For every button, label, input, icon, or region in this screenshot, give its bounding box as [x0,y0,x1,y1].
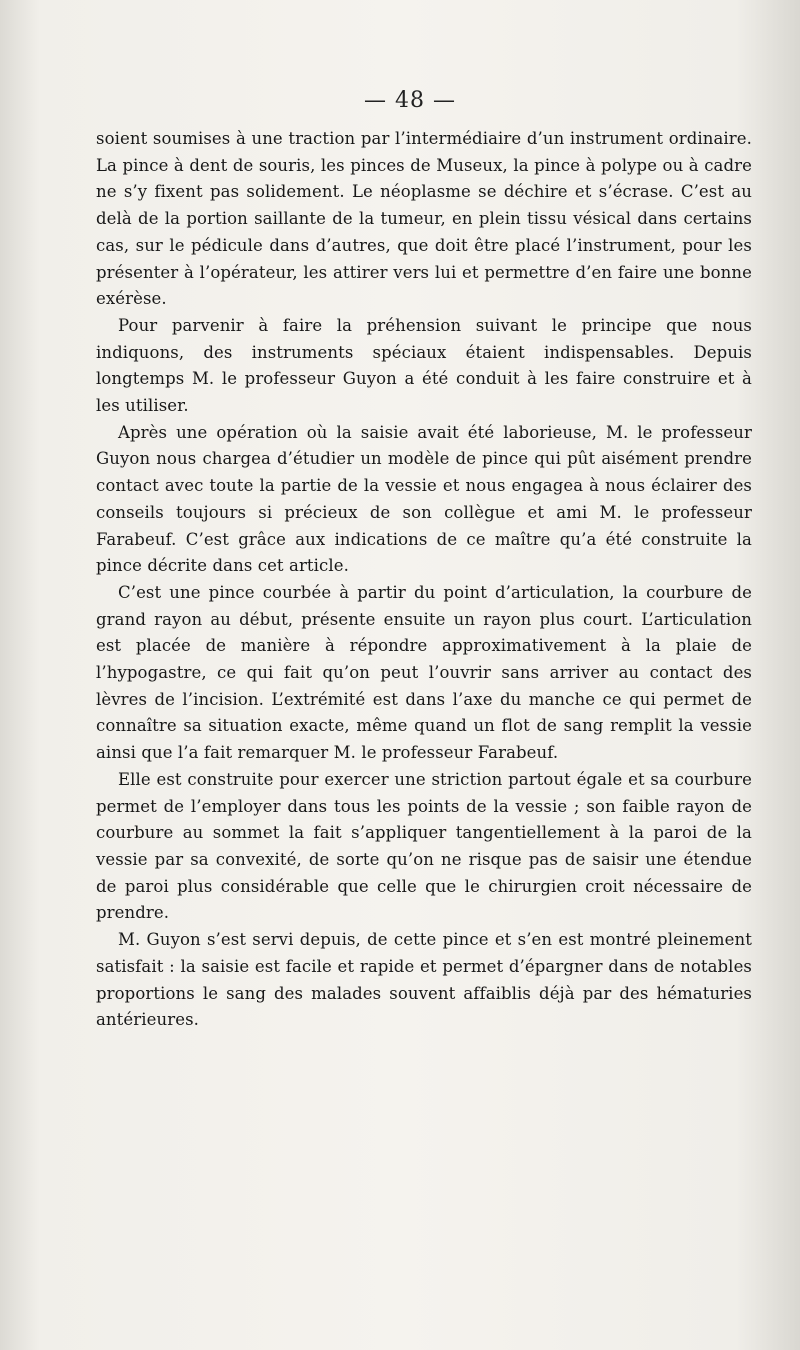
paragraph-2: Pour parvenir à faire la préhension suivant le principe que nous indiquons, des instruments spéciaux étaient indispensables. Depuis longtemps M. le professeur Guyon a été conduit à les faire construire et à les utiliser. [96,315,752,416]
paragraph-6: M. Guyon s’est servi depuis, de cette pince et s’en est montré pleinement satisfait : la saisie est facile et rapide et permet d’épargner dans de notables proportions le sang des malades souvent affaiblis déjà par des hématuries antérieures. [96,930,752,1030]
paragraph-4: C’est une pince courbée à partir du point d’articulation, la courbure de grand rayon au début, présente ensuite un rayon plus court. L’articulation est placée de manière à répondre approximativement à la plaie de l’hypogastre, ce qui fait qu’on peut l’ouvrir sans arriver au contact des lèvres de l’incision. L’extrémité est dans l’axe du manche ce qui permet de connaître sa situation exacte, même quand un flot de sang remplit la vessie ainsi que l’a fait remarquer M. le professeur Farabeuf. [96,582,752,763]
paragraph-5: Elle est construite pour exercer une striction partout égale et sa courbure permet de l’employer dans tous les points de la vessie ; son faible rayon de courbure au sommet la fait s’appliquer tangentiellement à la paroi de la vessie par sa convexité, de sorte qu’on ne risque pas de saisir une étendue de paroi plus considérable que celle que le chirurgien croit nécessaire de prendre. [96,769,752,923]
page-number: — 48 — [364,88,456,113]
paragraph-1: soient soumises à une traction par l’intermédiaire d’un instrument ordinaire. La pince à dent de souris, les pinces de Museux, la pince à polype ou à cadre ne s’y fixent pas solidement. Le néoplasme se déchire et s’écrase. C’est au delà de la portion saillante de la tumeur, en plein tissu vésical dans certains cas, sur le pédicule dans d’autres, que doit être placé l’instrument, pour les présenter à l’opérateur, les attirer vers lui et permettre d’en faire une bonne exérèse. [96,129,752,309]
paragraph-3: Après une opération où la saisie avait été laborieuse, M. le professeur Guyon nous chargea d’étudier un modèle de pince qui pût aisément prendre contact avec toute la partie de la vessie et nous engagea à nous éclairer des conseils toujours si précieux de son collègue et ami M. le professeur Farabeuf. C’est grâce aux indications de ce maître qu’a été construite la pince décrite dans cet article. [96,422,752,576]
body-text [96,126,752,1034]
